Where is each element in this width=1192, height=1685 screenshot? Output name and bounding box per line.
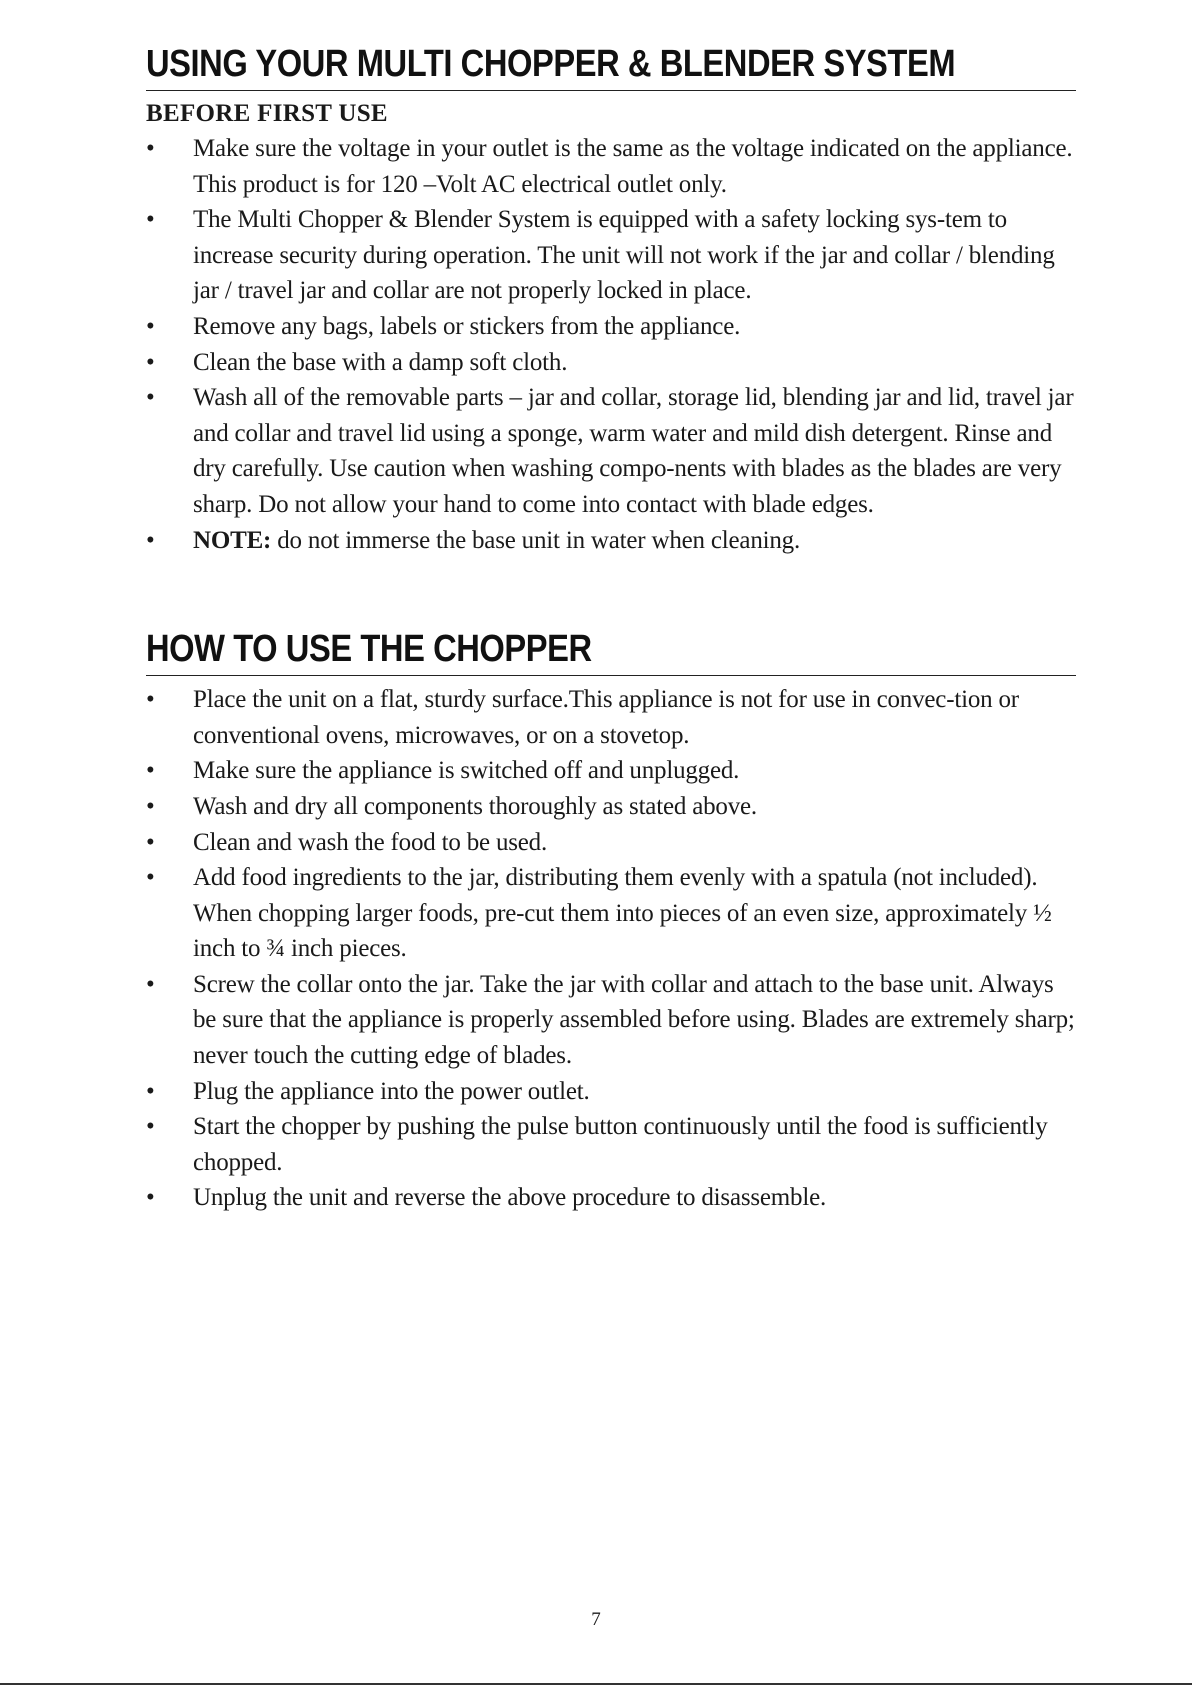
list-item-text: The Multi Chopper & Blender System is equipped with a safety locking sys-tem to increase security during operation. The unit will not work if the jar and collar / blending jar / travel jar and collar are not properly locked in place. (193, 206, 1055, 305)
list-item-text: Start the chopper by pushing the pulse button continuously until the food is sufficiently chopped. (193, 1113, 1048, 1176)
bullet-marker: • (146, 757, 155, 785)
bullet-marker: • (146, 828, 155, 856)
bullet-marker: • (146, 135, 155, 162)
list-item (146, 309, 1076, 345)
list-item (146, 682, 1076, 753)
list-item-text: Make sure the voltage in your outlet is the same as the voltage indicated on the appliance. This product is for 120 –Volt AC electrical outlet only. (193, 135, 1073, 198)
list-item (146, 789, 1076, 825)
list-item-text: Make sure the appliance is switched off and unplugged. (193, 757, 740, 785)
section-title-how-to-use: HOW TO USE THE CHOPPER (146, 628, 592, 671)
list-item-text: Wash all of the removable parts – jar and collar, storage lid, blending jar and lid, travel jar and collar and travel lid using a sponge, warm water and mild dish detergent. Rinse and dry carefully. Use caution when washing compo-nents with blades as the blades are very sharp. Do not allow your hand to come into contact with blade edges. (193, 384, 1074, 518)
list-item-text: Screw the collar onto the jar. Take the jar with collar and attach to the base unit. Always be sure that the appliance is properly assembled before using. Blades are extremely sharp; never touch the cutting edge of blades. (193, 970, 1075, 1070)
list-item (146, 1074, 1076, 1110)
list-item (146, 753, 1076, 789)
bullet-marker: • (146, 348, 155, 376)
list-item (146, 202, 1076, 309)
list-item (146, 380, 1076, 522)
list-item-text: Place the unit on a flat, sturdy surface.This appliance is not for use in convec-tion or conventional ovens, microwaves, or on a stovetop. (193, 686, 1019, 749)
bullet-marker: • (146, 970, 155, 998)
bullet-marker: • (146, 864, 155, 892)
section-how-to-use-chopper (146, 625, 1076, 1216)
subheading-before-first-use: BEFORE FIRST USE (146, 100, 388, 127)
section-using-system (146, 40, 1076, 558)
list-item (146, 967, 1076, 1074)
section-title-using-system: USING YOUR MULTI CHOPPER & BLENDER SYSTEM (146, 43, 956, 85)
list-item (146, 825, 1076, 861)
bullet-marker: • (146, 1077, 155, 1105)
note-label: NOTE: (193, 526, 272, 554)
bullet-marker: • (146, 206, 155, 234)
list-item (146, 345, 1076, 381)
title-underline (146, 675, 1076, 676)
bullet-marker: • (146, 384, 155, 412)
page-number: 7 (591, 1609, 601, 1630)
bullet-marker: • (146, 686, 155, 714)
list-item-text: Remove any bags, labels or stickers from the appliance. (193, 312, 741, 340)
bullet-marker: • (146, 1184, 155, 1212)
list-item-text: Clean the base with a damp soft cloth. (193, 348, 568, 376)
list-item-text: Wash and dry all components thoroughly as stated above. (193, 792, 757, 820)
list-item-text: Plug the appliance into the power outlet. (193, 1077, 590, 1105)
list-item-text: Add food ingredients to the jar, distributing them evenly with a spatula (not included). When chopping larger foods, pre-cut them into pieces of an even size, approximately ½ inch to ¾ inch pieces. (193, 864, 1052, 963)
list-item (146, 860, 1076, 967)
list-item (146, 1109, 1076, 1180)
bullet-marker: • (146, 526, 155, 554)
how-to-use-list (146, 682, 1076, 1216)
bullet-marker: • (146, 792, 155, 820)
bullet-marker: • (146, 1113, 155, 1141)
list-item (146, 1180, 1076, 1216)
before-first-use-list (146, 131, 1076, 558)
note-text: do not immerse the base unit in water when cleaning. (271, 526, 801, 554)
list-item-text: Clean and wash the food to be used. (193, 828, 548, 856)
list-item-text: Unplug the unit and reverse the above procedure to disassemble. (193, 1184, 827, 1212)
document-page (146, 40, 1076, 1216)
list-item (146, 131, 1076, 202)
list-item-note (146, 523, 1076, 559)
bullet-marker: • (146, 312, 155, 340)
title-underline (146, 90, 1076, 91)
